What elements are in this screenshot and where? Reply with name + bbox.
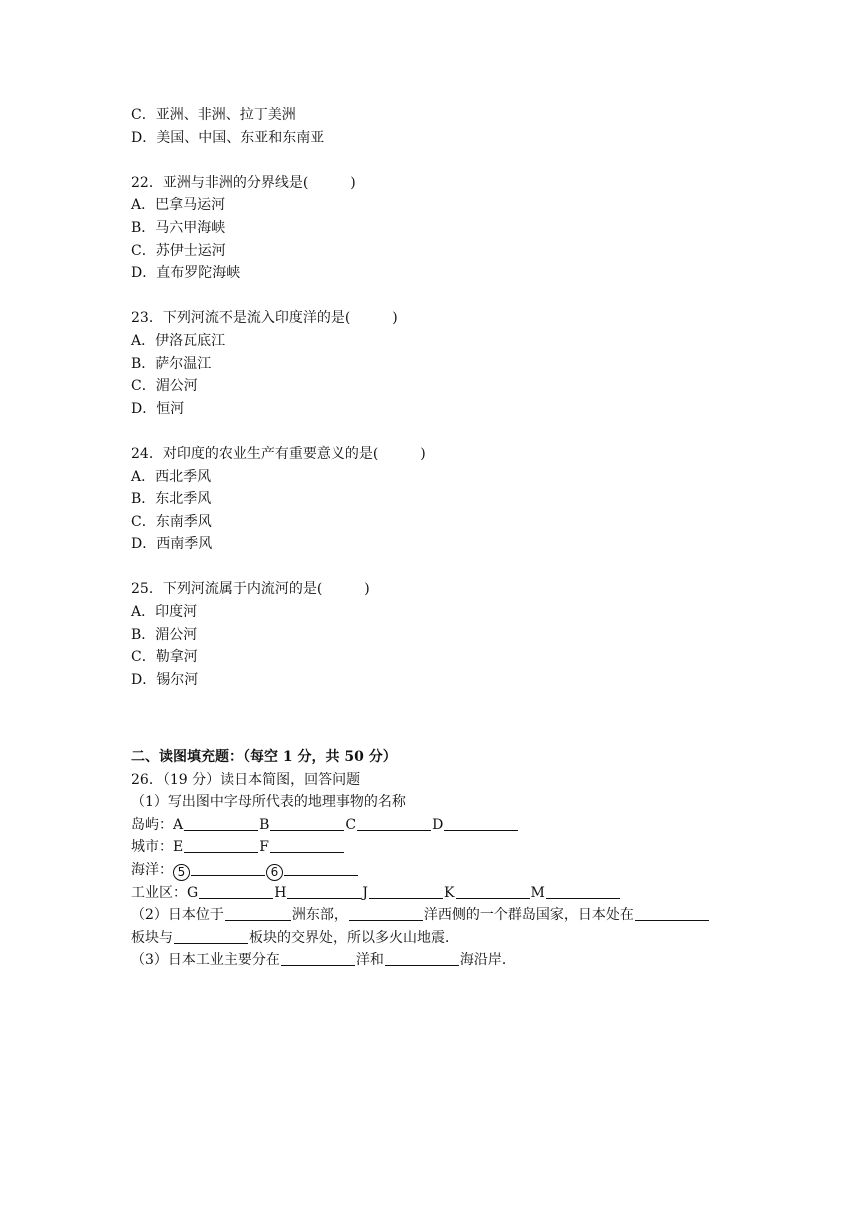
industry-letter-j: J <box>362 884 369 901</box>
question-content <box>131 104 751 972</box>
industry-letter-k: K <box>444 884 455 901</box>
island-letter-b: B <box>259 816 270 833</box>
blank-city-e[interactable] <box>184 838 258 853</box>
blank-ocean-6[interactable] <box>284 861 358 876</box>
blank-continent[interactable] <box>225 906 291 921</box>
city-letter-e: E <box>173 839 184 856</box>
q21-option-c: C．亚洲、非洲、拉丁美洲 <box>131 107 296 123</box>
ocean-number-6: 6 <box>266 864 283 881</box>
blank-industry-h[interactable] <box>287 884 361 899</box>
q21-option-d: D．美国、中国、东亚和东南亚 <box>131 129 325 146</box>
sub2-text-c: 洋西侧的一个群岛国家，日本处在 <box>423 907 634 924</box>
sub2-text-b: 洲东部， <box>291 907 348 924</box>
q24-stem: 24．对印度的农业生产有重要意义的是( ) <box>131 445 426 462</box>
blank-industry-ocean[interactable] <box>281 951 355 966</box>
q23-option-a: A．伊洛瓦底江 <box>131 332 226 349</box>
industry-letter-m: M <box>530 884 545 901</box>
industry-label: 工业区： <box>131 884 187 901</box>
q24-option-b: B．东北季风 <box>131 491 212 508</box>
industry-letter-h: H <box>274 884 287 901</box>
island-letter-c: C <box>345 816 357 833</box>
blank-island-a[interactable] <box>184 816 258 831</box>
oceans-label: 海洋： <box>131 862 173 878</box>
blank-ocean-5[interactable] <box>191 861 265 876</box>
blank-island-d[interactable] <box>444 816 518 831</box>
oceans-row <box>131 859 751 882</box>
q22-stem: 22．亚洲与非洲的分界线是( ) <box>131 174 356 191</box>
island-letter-a: A <box>173 816 184 833</box>
sub2-text-e: 板块的交界处，所以多火山地震． <box>249 929 459 946</box>
q24-option-c: C．东南季风 <box>131 513 212 530</box>
q24-option-a: A．西北季风 <box>131 468 212 485</box>
q25-stem: 25．下列河流属于内流河的是( ) <box>131 581 370 598</box>
city-letter-f: F <box>259 839 269 856</box>
blank-ocean-side[interactable] <box>349 906 423 921</box>
section-heading: 二、读图填充题：（每空 1 分，共 50 分） <box>131 749 397 766</box>
q24-option-d: D．西南季风 <box>131 536 213 553</box>
sub3-text-a: （3）日本工业主要分在 <box>131 952 280 969</box>
q22-option-c: C．苏伊士运河 <box>131 242 226 259</box>
blank-island-c[interactable] <box>357 816 431 831</box>
q22-option-b: B．马六甲海峡 <box>131 219 226 236</box>
blank-industry-sea[interactable] <box>385 951 459 966</box>
industry-row <box>131 882 751 905</box>
q22-option-d: D．直布罗陀海峡 <box>131 265 241 282</box>
q26-stem: 26．（19 分）读日本简图，回答问题 <box>131 771 361 788</box>
ocean-number-5: 5 <box>173 864 190 881</box>
blank-industry-m[interactable] <box>546 884 620 899</box>
q23-option-c: C．湄公河 <box>131 378 198 395</box>
cities-label: 城市： <box>131 839 173 856</box>
q26-sub2-line2 <box>131 927 751 950</box>
q25-option-a: A．印度河 <box>131 604 198 621</box>
q26-sub3 <box>131 949 751 972</box>
industry-letter-g: G <box>187 884 199 901</box>
q23-option-d: D．恒河 <box>131 400 185 417</box>
islands-row <box>131 814 751 837</box>
sub3-text-c: 海沿岸． <box>459 952 516 969</box>
q26-sub1: （1）写出图中字母所代表的地理事物的名称 <box>131 794 406 811</box>
q23-stem: 23．下列河流不是流入印度洋的是( ) <box>131 310 398 327</box>
blank-industry-j[interactable] <box>369 884 443 899</box>
blank-plate-2[interactable] <box>174 929 248 944</box>
sub2-text-d: 板块与 <box>131 929 173 946</box>
blank-island-b[interactable] <box>270 816 344 831</box>
q25-option-c: C．勒拿河 <box>131 649 198 666</box>
blank-plate-1[interactable] <box>635 906 709 921</box>
cities-row <box>131 836 751 859</box>
q25-option-d: D．锡尔河 <box>131 671 199 688</box>
sub2-text-a: （2）日本位于 <box>131 907 224 924</box>
blank-industry-k[interactable] <box>456 884 530 899</box>
sub3-text-b: 洋和 <box>355 952 384 969</box>
island-letter-d: D <box>432 816 444 833</box>
islands-label: 岛屿： <box>131 816 173 833</box>
q23-option-b: B．萨尔温江 <box>131 355 212 372</box>
blank-industry-g[interactable] <box>199 884 273 899</box>
q26-sub2-line1 <box>131 904 751 927</box>
q25-option-b: B．湄公河 <box>131 626 198 643</box>
q22-option-a: A．巴拿马运河 <box>131 197 226 214</box>
blank-city-f[interactable] <box>270 838 344 853</box>
